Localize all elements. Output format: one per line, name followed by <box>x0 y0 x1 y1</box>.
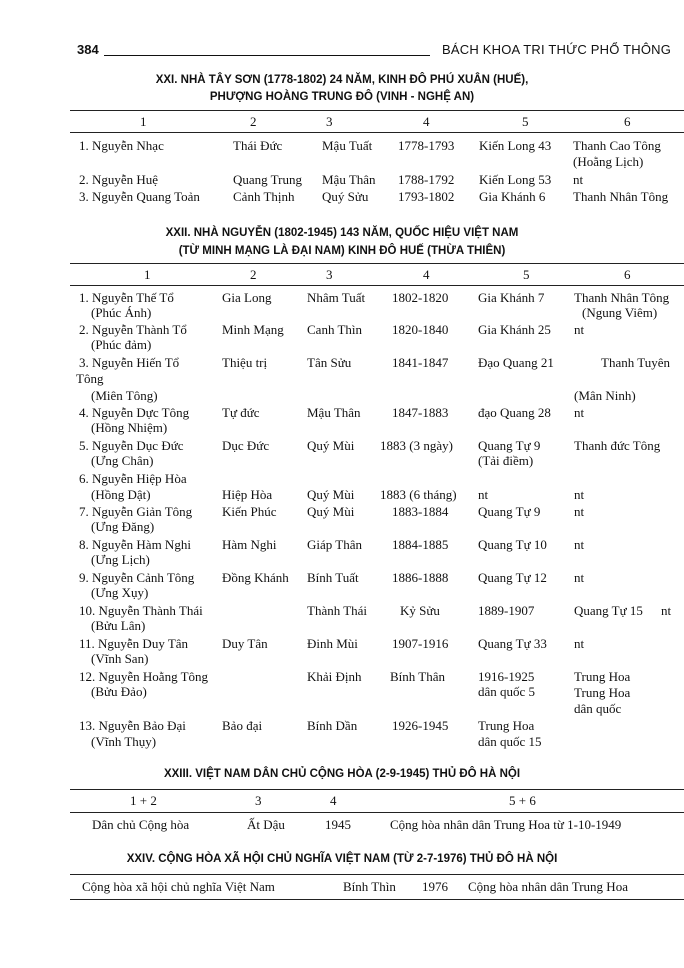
xxii-top-rule <box>70 263 684 264</box>
xxii-china-emperor: nt <box>574 504 585 519</box>
xxii-name: 8. Nguyễn Hàm Nghi <box>79 537 191 552</box>
xxi-r3-era: Cảnh Thịnh <box>233 189 295 204</box>
xxii-year: Canh Thìn <box>307 322 363 337</box>
xxii-china-emperor: nt <box>574 487 585 502</box>
xxii-reign: 1889-1907 <box>478 603 535 618</box>
xxiv-china: Cộng hòa nhân dân Trung Hoa <box>468 879 628 894</box>
xxii-year: Nhâm Tuất <box>307 290 366 305</box>
page-number: 384 <box>77 42 99 57</box>
xxi-col-3: 3 <box>326 114 333 129</box>
xxii-china-emperor-name: (Mân Ninh) <box>574 388 636 403</box>
xxi-r3-reign: 1793-1802 <box>398 189 455 204</box>
xxii-china-era: Quang Tự 9 <box>478 504 541 519</box>
xxii-china-era: Gia Khánh 25 <box>478 322 551 337</box>
xxiv-reign: 1976 <box>422 879 448 894</box>
xxii-era: Dục Đức <box>222 438 270 453</box>
xxiii-top-rule <box>70 789 684 790</box>
xxii-col-5: 5 <box>523 267 530 282</box>
xxii-birth-name: (Ưng Chân) <box>91 453 154 468</box>
xxii-china-era-line3: dân quốc <box>574 701 622 716</box>
xxiii-reign: 1945 <box>325 817 351 832</box>
xxii-reign-note: dân quốc 5 <box>478 684 536 699</box>
xxii-reign: 1884-1885 <box>392 537 449 552</box>
xxiii-col-5-6: 5 + 6 <box>509 793 536 808</box>
xxii-era: Thiệu trị <box>222 355 268 370</box>
xxii-era: Khải Định <box>307 669 362 684</box>
xxii-china-emperor: Thanh Tuyên <box>601 355 670 370</box>
xxii-era: Hàm Nghi <box>222 537 277 552</box>
xxii-col-6: 6 <box>624 267 631 282</box>
xxi-col-6: 6 <box>624 114 631 129</box>
xxii-reign: 1916-1925 <box>478 669 535 684</box>
xxi-header-rule <box>70 132 684 133</box>
xxii-reign: 1820-1840 <box>392 322 449 337</box>
xxii-birth-name: (Hồng Nhiệm) <box>91 420 168 435</box>
xxi-r2-name: 2. Nguyễn Huệ <box>79 172 159 187</box>
running-title: BÁCH KHOA TRI THỨC PHỔ THÔNG <box>442 42 672 57</box>
xxii-reign: 1883 (6 tháng) <box>380 487 457 502</box>
xxi-r2-reign: 1788-1792 <box>398 172 455 187</box>
xxii-birth-name: (Phúc đảm) <box>91 337 152 352</box>
xxi-r3-china-era: Gia Khánh 6 <box>479 189 546 204</box>
xxii-name: 9. Nguyễn Cảnh Tông <box>79 570 195 585</box>
xxi-top-rule <box>70 110 684 111</box>
xxi-r3-name: 3. Nguyễn Quang Toản <box>79 189 200 204</box>
xxii-year: Bính Thân <box>390 669 446 684</box>
xxii-reign: 1802-1820 <box>392 290 449 305</box>
xxiii-china: Cộng hòa nhân dân Trung Hoa từ 1-10-1949 <box>390 817 622 832</box>
xxii-china-era: Quang Tự 15 <box>574 603 643 618</box>
xxiii-col-1-2: 1 + 2 <box>130 793 157 808</box>
xxii-china-emperor: nt <box>661 603 672 618</box>
xxii-reign: 1886-1888 <box>392 570 449 585</box>
xxiii-col-3: 3 <box>255 793 262 808</box>
xxi-col-5: 5 <box>522 114 529 129</box>
xxii-reign: 1883 (3 ngày) <box>380 438 453 453</box>
xxii-china-emperor: nt <box>574 322 585 337</box>
xxii-era: Minh Mạng <box>222 322 284 337</box>
xxii-header-rule <box>70 285 684 286</box>
xxii-china-emperor-name: (Tải điềm) <box>478 453 534 468</box>
xxiii-year: Ất Dậu <box>247 817 285 832</box>
xxii-name: 2. Nguyễn Thành Tổ <box>79 322 187 337</box>
section-xxii-title-line1: XXII. NHÀ NGUYỄN (1802-1945) 143 NĂM, QUỐC HIỆU VIỆT NAM <box>165 227 519 239</box>
xxii-reign: 1847-1883 <box>392 405 449 420</box>
xxi-r1-reign: 1778-1793 <box>398 138 455 153</box>
xxii-birth-name: (Bửu Đảo) <box>91 684 147 699</box>
xxii-col-4: 4 <box>423 267 430 282</box>
xxii-reign: 1841-1847 <box>392 355 449 370</box>
xxiv-state: Cộng hòa xã hội chủ nghĩa Việt Nam <box>82 879 275 894</box>
xxii-year: Quý Mùi <box>307 487 355 502</box>
xxi-r1-china-emperor-name: (Hoằng Lịch) <box>573 154 644 169</box>
xxiv-top-rule <box>70 874 684 875</box>
section-xxiii-title: XXIII. VIỆT NAM DÂN CHỦ CỘNG HÒA (2-9-1945) THỦ ĐÔ HÀ NỘI <box>163 768 521 780</box>
xxii-name: 12. Nguyễn Hoằng Tông <box>79 669 209 684</box>
section-xxi-title-line1: XXI. NHÀ TÂY SƠN (1778-1802) 24 NĂM, KINH ĐÔ PHÚ XUÂN (HUẾ), <box>155 74 529 86</box>
section-xxii-title-line2: (TỪ MINH MẠNG LÀ ĐẠI NAM) KINH ĐÔ HUẾ (THỪA THIÊN) <box>178 245 506 257</box>
xxi-col-2: 2 <box>250 114 257 129</box>
xxii-era: Duy Tân <box>222 636 268 651</box>
xxii-china-era: Gia Khánh 7 <box>478 290 545 305</box>
xxii-era: Kiến Phúc <box>222 504 277 519</box>
xxi-r2-era: Quang Trung <box>233 172 302 187</box>
xxiv-bottom-rule <box>70 899 684 900</box>
xxii-china-emperor: Thanh đức Tông <box>574 438 661 453</box>
xxii-name: 11. Nguyễn Duy Tân <box>79 636 189 651</box>
xxii-year: Mậu Thân <box>307 405 361 420</box>
xxi-r3-year: Quý Sửu <box>322 189 369 204</box>
xxii-name: 7. Nguyễn Giản Tông <box>79 504 193 519</box>
xxii-year: Giáp Thân <box>307 537 362 552</box>
xxiii-state: Dân chủ Cộng hòa <box>92 817 190 832</box>
xxi-r2-year: Mậu Thân <box>322 172 376 187</box>
xxii-china-era: Trung Hoa <box>478 718 535 733</box>
xxii-china-era-line2: dân quốc 15 <box>478 734 542 749</box>
xxii-col-2: 2 <box>250 267 257 282</box>
section-xxiv-title: XXIV. CỘNG HÒA XÃ HỘI CHỦ NGHĨA VIỆT NAM (TỪ 2-7-1976) THỦ ĐÔ HÀ NỘI <box>126 853 558 865</box>
xxii-name: 3. Nguyễn Hiến Tổ <box>79 355 180 370</box>
xxii-birth-name: (Ưng Lịch) <box>91 552 150 567</box>
xxiii-header-rule <box>70 812 684 813</box>
xxii-china-era: Quang Tự 33 <box>478 636 547 651</box>
xxii-era: Tự đức <box>222 405 260 420</box>
xxii-reign: 1926-1945 <box>392 718 449 733</box>
xxii-china-era-line2: Trung Hoa <box>574 685 631 700</box>
xxi-r1-china-era: Kiến Long 43 <box>479 138 552 153</box>
xxii-name: 4. Nguyễn Dực Tông <box>79 405 190 420</box>
xxi-r1-china-emperor: Thanh Cao Tông <box>573 138 661 153</box>
xxii-era: Đồng Khánh <box>222 570 289 585</box>
xxii-birth-name: (Hồng Dật) <box>91 487 151 502</box>
xxii-birth-name: (Vĩnh San) <box>91 651 149 666</box>
xxii-name: 10. Nguyễn Thành Thái <box>79 603 203 618</box>
xxii-era: Hiệp Hòa <box>222 487 273 502</box>
xxii-birth-name: (Phúc Ánh) <box>91 305 152 320</box>
xxi-r1-name: 1. Nguyễn Nhạc <box>79 138 164 153</box>
xxii-name: 5. Nguyễn Dục Đức <box>79 438 184 453</box>
xxii-birth-name: (Ưng Xụy) <box>91 585 149 600</box>
xxii-year: Bính Dần <box>307 718 358 733</box>
xxi-r2-china-era: Kiến Long 53 <box>479 172 552 187</box>
xxiii-col-4: 4 <box>330 793 337 808</box>
xxi-r3-china-emperor: Thanh Nhân Tông <box>573 189 669 204</box>
xxii-name: 1. Nguyễn Thế Tổ <box>79 290 174 305</box>
xxii-reign: 1907-1916 <box>392 636 449 651</box>
xxii-name-cont: Tông <box>76 371 104 386</box>
xxii-china-era: Đạo Quang 21 <box>478 355 554 370</box>
xxi-r1-era: Thái Đức <box>233 138 283 153</box>
xxii-reign: 1883-1884 <box>392 504 449 519</box>
xxi-r2-china-emperor: nt <box>573 172 584 187</box>
xxii-china-emperor: nt <box>574 636 585 651</box>
xxii-china-emperor: nt <box>574 537 585 552</box>
xxii-year: Bính Tuất <box>307 570 359 585</box>
xxii-china-era: nt <box>478 487 489 502</box>
xxii-china-emperor: Thanh Nhân Tông <box>574 290 670 305</box>
xxii-china-era: Quang Tự 12 <box>478 570 547 585</box>
xxii-year: Quý Mùi <box>307 504 355 519</box>
xxii-china-emperor: nt <box>574 405 585 420</box>
xxii-birth-name: (Bửu Lân) <box>91 618 146 633</box>
xxii-china-era: đạo Quang 28 <box>478 405 551 420</box>
xxii-birth-name: (Ưng Đăng) <box>91 519 155 534</box>
section-xxi-title-line2: PHƯỢNG HOÀNG TRUNG ĐÔ (VINH - NGHỆ AN) <box>209 91 475 103</box>
xxii-name: 6. Nguyễn Hiệp Hòa <box>79 471 187 486</box>
xxii-birth-name: (Vĩnh Thụy) <box>91 734 157 749</box>
xxii-china-emperor: nt <box>574 570 585 585</box>
xxii-year: Kỷ Sửu <box>400 603 440 618</box>
xxii-col-3: 3 <box>326 267 333 282</box>
header-rule <box>104 55 430 56</box>
xxi-col-4: 4 <box>423 114 430 129</box>
xxii-china-era: Quang Tự 9 <box>478 438 541 453</box>
xxii-era: Gia Long <box>222 290 272 305</box>
xxi-col-1: 1 <box>140 114 147 129</box>
xxii-year: Đinh Mùi <box>307 636 358 651</box>
xxii-china-era: Quang Tự 10 <box>478 537 547 552</box>
xxii-china-era: Trung Hoa <box>574 669 631 684</box>
xxii-era: Bảo đại <box>222 718 263 733</box>
xxiv-year: Bính Thìn <box>343 879 396 894</box>
xxii-year: Tân Sửu <box>307 355 352 370</box>
xxii-birth-name: (Miên Tông) <box>91 388 158 403</box>
xxii-name: 13. Nguyễn Bảo Đại <box>79 718 186 733</box>
xxii-china-emperor-name: (Ngung Viêm) <box>582 305 658 320</box>
xxii-era: Thành Thái <box>307 603 368 618</box>
xxi-r1-year: Mậu Tuất <box>322 138 373 153</box>
xxii-year: Quý Mùi <box>307 438 355 453</box>
xxii-col-1: 1 <box>144 267 151 282</box>
